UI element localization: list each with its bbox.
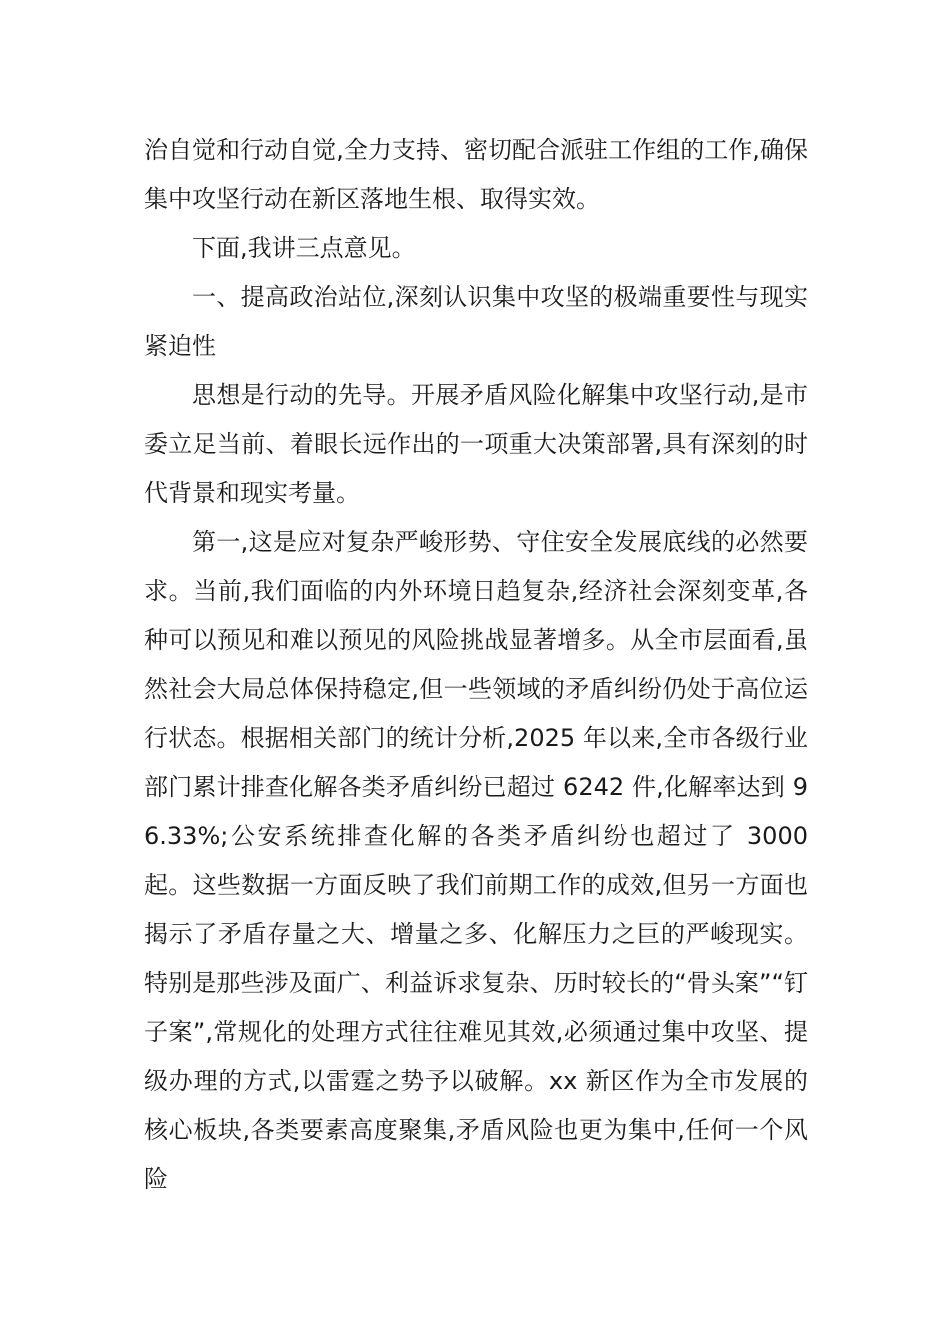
paragraph-first-point: 第一,这是应对复杂严峻形势、守住安全发展底线的必然要求。当前,我们面临的内外环境日趋复杂,经济社会深刻变革,各种可以预见和难以预见的风险挑战显著增多。从全市层面看,虽然社会大局总体保持稳定,但一些领域的矛盾纠纷仍处于高位运行状态。根据相关部门的统计分析,2025 年以来,全市各级行业部门累计排查化解各类矛盾纠纷已超过 6242 件,化解率达到 96.33%;公安系统排查化解的各类矛盾纠纷也超过了 3000 起。这些数据一方面反映了我们前期工作的成效,但另一方面也揭示了矛盾存量之大、增量之多、化解压力之巨的严峻现实。特别是那些涉及面广、利益诉求复杂、历时较长的“骨头案”“钉子案”,常规化的处理方式往往难见其效,必须通过集中攻坚、提级办理的方式,以雷霆之势予以破解。xx 新区作为全市发展的核心板块,各类要素高度聚集,矛盾风险也更为集中,任何一个风险: [144, 528, 808, 1193]
paragraph-continuation: 治自觉和行动自觉,全力支持、密切配合派驻工作组的工作,确保集中攻坚行动在新区落地生根、取得实效。: [144, 136, 808, 213]
document-body: [144, 126, 808, 1204]
paragraph-intro: 下面,我讲三点意见。: [192, 234, 416, 262]
section-heading-1: 一、提高政治站位,深刻认识集中攻坚的极端重要性与现实紧迫性: [144, 283, 808, 360]
paragraph-thought: 思想是行动的先导。开展矛盾风险化解集中攻坚行动,是市委立足当前、着眼长远作出的一项重大决策部署,具有深刻的时代背景和现实考量。: [144, 381, 808, 507]
